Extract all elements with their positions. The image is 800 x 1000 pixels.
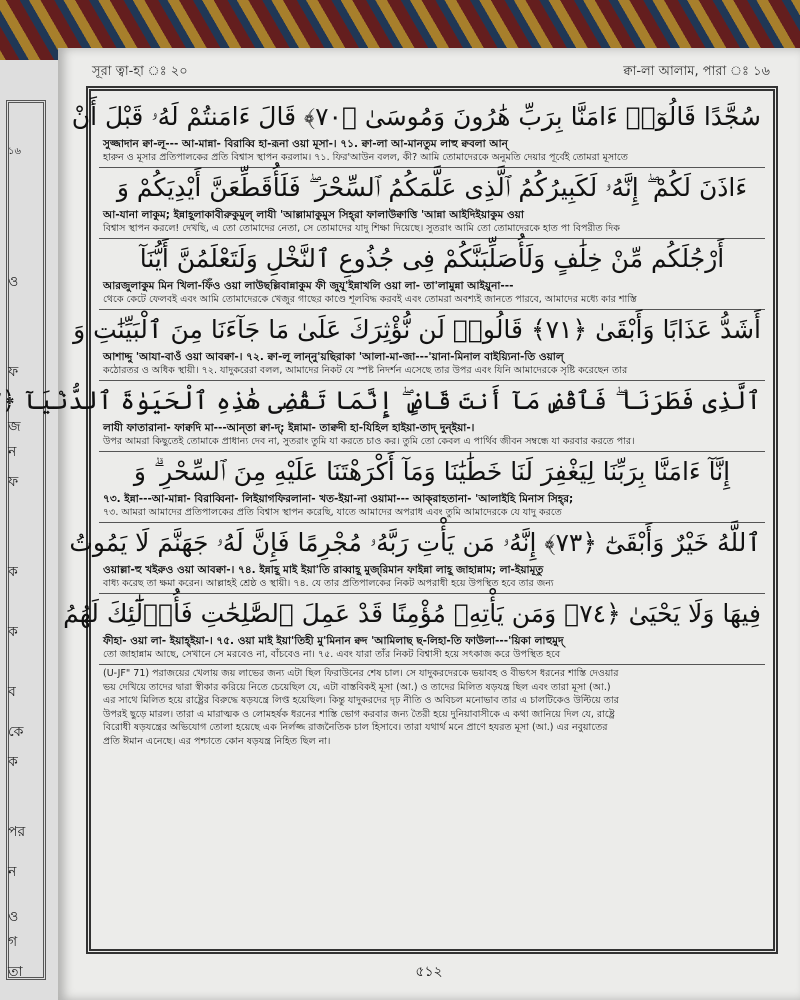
footnote-line: এর সাথে মিলিত হয়ে রাষ্ট্রের বিরুদ্ধে ষড়যন্ত্রে লিপ্ত হয়েছিল। কিন্তু যাদুকরদের দৃঢ় নীতি ও অবিচল মনোভাব তার এ চালটিকেও উল্টিয়ে তার — [103, 695, 619, 706]
translation-line: বিশ্বাস স্থাপন করলে! দেখছি, এ তো তোমাদের নেতা, সে তোমাদের যাদু শিক্ষা দিয়েছে। সুতরাং আমি তো তোমাদেরকে হাত পা বিপরীত দিক — [103, 223, 620, 234]
translation-line: হারুন ও মূসার প্রতিপালকের প্রতি বিশ্বাস স্থাপন করলাম। ৭১. ফির'আউন বলল, কী? আমি তোমাদেরকে অনুমতি দেয়ার পূর্বেই তোমরা মূসাতে — [103, 152, 628, 163]
transliteration-line: ৭৩. ইন্না---আ-মান্না- বিরাব্বিনা- লিইয়াগফিরলানা- খত-ইয়া-না ওয়ামা--- আক্‌রাহতানা- 'আলাইহি মিনাস সিহ্‌র; — [103, 493, 574, 505]
footnote-line: উপরই ছুড়ে মারল। তারা এ মারাত্মক ও লোমহর্ষক ধরনের শাস্তি ভোগ করবার জন্য তৈরী হয়ে দুনিয়াবাসীকে এ কথা জানিয়ে দিল যে, রাষ্ট্রে — [103, 708, 615, 720]
quran-page — [1, 48, 800, 1000]
translation-line: কঠোরতর ও অধিক স্থায়ী। ৭২. যাদুকরেরা বলল, আমাদের নিকট যে স্পষ্ট নিদর্শন এসেছে তার উপর এবং যিনি আমাদেরকে সৃষ্টি করেছেন তার — [103, 365, 628, 376]
previous-page-fragment: জ — [8, 419, 21, 435]
transliteration-line: আরজুলাকুম মিন খিলা-ফিঁও ওয়া লাউছল্লিবান্নাকুম ফী জুযূ'ইন্নাখলি ওয়া লা- তা'লামুন্না আইয়ুনা--- — [103, 280, 514, 292]
verse-block — [99, 452, 765, 523]
verse-block — [71, 97, 765, 168]
surah-header: সূরা ত্বা-হা ঃ ২০ — [92, 64, 188, 79]
arabic-line: أَشَدُّ عَذَابًا وَأَبْقَىٰ ﴿٧١﴾ قَالُوا۟ لَن نُّؤْثِرَكَ عَلَىٰ مَا جَآءَنَا مِنَ ٱلْبَيِّنَٰتِ وَ — [73, 315, 761, 344]
arabic-line: سُجَّدًا قَالُوٓا۟ ءَامَنَّا بِرَبِّ هَٰرُونَ وَمُوسَىٰ ﴿٧٠﴾ قَالَ ءَامَنتُمْ لَهُۥ قَبْلَ أَنْ — [71, 102, 761, 131]
previous-page-fragment: ও — [8, 909, 19, 925]
para-header: ক্বা-লা আলাম, পারা ঃ ১৬ — [623, 64, 770, 79]
transliteration-line: আশাদ্দু 'আযা-বাওঁ ওয়া আবক্বা-। ৭২. ক্বা-লূ লান্‌নু'য়ছিরাকা 'আলা-মা-জা---'য়ানা-মিনাল বাইয়্যিনা-তি ওয়াল্ — [103, 351, 564, 363]
previous-page-fragment: ফ — [8, 474, 19, 490]
footnote-line: বিরোধী ষড়যন্ত্রের অভিযোগ তোলা হয়েছে এক নির্লজ্জ রাজনৈতিক চাল হিসাবে। তারা যথার্থ মনে প্রাণে হযরত মূসা (আ.) এর নবুয়াতের — [103, 722, 608, 733]
verse-block — [1, 381, 765, 452]
previous-page-fragment: ন — [8, 444, 17, 460]
previous-page-fragment: ক — [8, 624, 18, 640]
previous-page-fragment: ১৬ — [8, 146, 21, 157]
verse-block — [63, 594, 765, 665]
verse-block — [69, 523, 765, 594]
previous-page-fragment: ন — [8, 864, 17, 880]
arabic-line: إِنَّآ ءَامَنَّا بِرَبِّنَا لِيَغْفِرَ لَنَا خَطَٰيَٰنَا وَمَآ أَكْرَهْتَنَا عَلَيْهِ مِنَ ٱلسِّحْرِ ۗ وَ — [133, 457, 731, 486]
previous-page-fragment: ক — [8, 564, 18, 580]
translation-line: তো জাহান্নাম আছে, সেখানে সে মরবেও না, বাঁচবেও না। ৭৫. এবং যারা তাঁর নিকট বিশ্বাসী হয়ে সৎকাজ করে উপস্থিত হবে — [103, 649, 561, 660]
footnotes — [99, 665, 765, 750]
previous-page-edge — [0, 60, 64, 1000]
transliteration-line: সুজ্জাদান ক্বা-লূ--- আ-মান্না- বিরাব্বি হা-রূনা ওয়া মূসা-। ৭১. ক্বা-লা আ-মানতুম লাহু ক্ববলা আন্ — [103, 138, 508, 150]
page-number: ৫১২ — [415, 964, 443, 980]
previous-page-fragment: ব — [8, 684, 16, 700]
previous-page-frame — [6, 100, 46, 980]
arabic-line: ءَاذَنَ لَكُمْ ۖ إِنَّهُۥ لَكَبِيرُكُمُ ٱلَّذِى عَلَّمَكُمُ ٱلسِّحْرَ ۖ فَلَأُقَطِّعَنَّ أَيْدِيَكُمْ وَ — [116, 173, 748, 202]
translation-line: বাধ্য করেছ তা ক্ষমা করেন। আল্লাহই শ্রেষ্ঠ ও স্থায়ী। ৭৪. যে তার প্রতিপালকের নিকট অপরাধী হয়ে উপস্থিত হবে তার জন্য — [103, 578, 554, 589]
transliteration-line: ওয়াল্লা-হু খইরুও ওয়া আবক্বা-। ৭৪. ইন্নাহূ মাই ইয়া'তি রাব্বাহূ মুজ্‌রিমান ফাইন্না লাহূ জাহান্নাম; লা-ইয়ামূতু — [103, 564, 544, 576]
arabic-line: ٱلَّذِى فَطَرَنَا ۖ فَٱقْضِ مَآ أَنتَ قَاضٍ ۖ إِنَّمَا تَقْضِى هَٰذِهِ ٱلْحَيَوٰةَ ٱلدُّنْيَآ ﴿ — [1, 386, 761, 415]
translation-line: থেকে কেটে ফেলবই এবং আমি তোমাদেরকে খেজুর গাছের কাণ্ডে শূলবিদ্ধ করবই এবং তোমরা অবশ্যই জানতে পারবে, আমাদের মধ্যে কার শাস্তি — [103, 294, 637, 305]
previous-page-fragment: ফ — [8, 364, 19, 380]
transliteration-line: ফীহা- ওয়া লা- ইয়াহ্‌ইয়া-। ৭৫. ওয়া মাই ইয়া'তিহী মু'মিনান ক্বদ 'আমিলাছ ছ-লিহা-তি ফাউলা---'য়িকা লাহুমুদ্ — [103, 635, 564, 647]
verse-block — [99, 168, 765, 239]
arabic-line: ٱللَّهُ خَيْرٌ وَأَبْقَىٰٓ ﴿٧٣﴾ إِنَّهُۥ مَن يَأْتِ رَبَّهُۥ مُجْرِمًا فَإِنَّ لَهُۥ جَهَنَّمَ لَا يَمُوتُ — [69, 528, 761, 557]
footnote-line: (U-JF" 71) পরাজয়ের খেলায় জয় লাভের জন্য এটা ছিল ফিরাউনের শেষ চাল। সে যাদুকরদেরকে ভয়াবহ ও বীভৎস ধরনের শাস্তি দেওয়ার — [103, 668, 619, 679]
arabic-line: أَرْجُلَكُم مِّنْ خِلَٰفٍ وَلَأُصَلِّبَنَّكُمْ فِى جُذُوعِ ٱلنَّخْلِ وَلَتَعْلَمُنَّ أَيُّنَآ — [139, 244, 725, 273]
footnote-line: প্রতি ঈমান এনেছে। এর পশ্চাতে কোন ষড়যন্ত্র নিহিত ছিল না। — [103, 735, 331, 747]
previous-page-fragment: তা — [8, 964, 23, 980]
footnote-line: ভয় দেখিয়ে তাদের দ্বারা স্বীকার করিয়ে নিতে চেয়েছিল যে, এটা বাস্তবিকই মূসা (আ.) ও তাদের মিলিত ষড়যন্ত্র ছিল এবং তারা মূসা (আ.) — [103, 681, 611, 693]
previous-page-fragment: ক — [8, 754, 18, 770]
previous-page-fragment: পর — [8, 824, 26, 840]
translation-line: ৭৩. আমরা আমাদের প্রতিপালকের প্রতি বিশ্বাস স্থাপন করেছি, যাতে আমাদের অপরাধ এবং তুমি আমাদেরকে যে যাদু করতে — [103, 507, 562, 518]
previous-page-fragment: কে — [8, 724, 24, 740]
previous-page-fragment: গ — [8, 934, 18, 950]
verse-block — [99, 239, 765, 310]
transliteration-line: লাযী ফাতারানা- ফাক্বদি মা---আন্‌তা ক্বা-দ্; ইন্নামা- তাক্বদী হা-যিহিল হাইয়া-তাদ্ দুন্‌ইয়া-। — [103, 422, 475, 434]
translation-line: উপর আমরা কিছুতেই তোমাকে প্রাধান্য দেব না, সুতরাং তুমি যা করতে চাও কর। তুমি তো কেবল এ পার্থিব জীবন সম্বন্ধে যা করবার করতে পার। — [103, 436, 635, 447]
transliteration-line: আ-যানা লাকুম; ইন্নাহূলাকাবীরুকুমুল্ লাযী 'আল্লামাকুমুস সিহ্‌রা ফালাউক্বাত্তি 'আন্না আইদিইয়াকুম ওয়া — [103, 209, 524, 221]
previous-page-fragment: ও — [8, 274, 19, 290]
verse-block — [73, 310, 765, 381]
arabic-line: فِيهَا وَلَا يَحْيَىٰ ﴿٧٤﴾ وَمَن يَأْتِهِۦ مُؤْمِنًا قَدْ عَمِلَ ٱلصَّٰلِحَٰتِ فَأُو۟لَٰٓئِكَ لَهُمُ — [63, 599, 761, 628]
